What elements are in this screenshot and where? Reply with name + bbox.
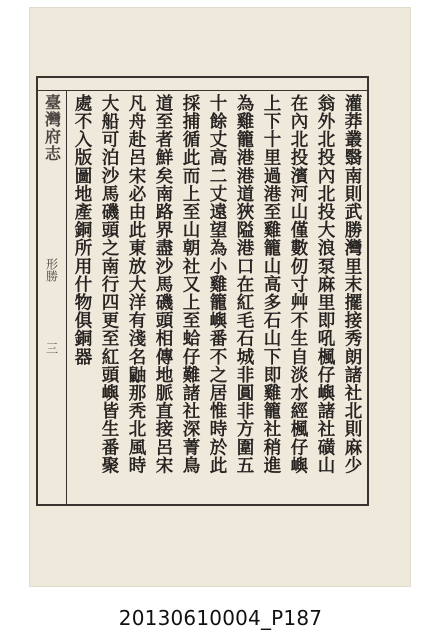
page-margin-column	[38, 90, 66, 504]
page-number: 三	[44, 342, 59, 354]
text-column: 十餘丈高二丈遠望為小雞籠嶼番不之居惟時於此	[207, 94, 227, 475]
text-column: 上下十里過港至雞籠山高多石山下即雞籠社稍進	[261, 94, 281, 475]
text-column: 在內北投濱河山僅數仞寸艸不生自淡水經楓仔嶼	[288, 94, 308, 475]
text-column: 採捕循此而上至山朝社又上至蛤仔難諸社深菁鳥	[180, 94, 200, 475]
text-column: 灌莽叢翳南則武勝灣里末擺接秀朗諸社北則麻少	[342, 94, 362, 475]
text-column: 處不入版圖地產銅所用什物俱銅器	[72, 94, 92, 366]
text-column: 凡舟赴呂宋必由此東放大洋有淺名鼬那秃北風時	[126, 94, 146, 475]
book-title: 臺灣府志	[42, 94, 62, 162]
text-column: 大船可泊沙馬磯頭之南行四更至紅頭嶼皆生番聚	[99, 94, 119, 475]
text-column: 翁外北投內北投大浪泵麻里即吼楓仔嶼諸社磺山	[315, 94, 335, 475]
text-column: 為雞籠港港道狹隘港口在紅毛石城非圓非方圍五	[234, 94, 254, 475]
image-caption: 20130610004_P187	[118, 606, 323, 630]
text-column: 道至者鮮矣南路界盡沙馬磯頭相傳地脈直接呂宋	[153, 94, 173, 475]
text-block	[36, 76, 369, 506]
section-label: 形勝	[44, 258, 59, 282]
